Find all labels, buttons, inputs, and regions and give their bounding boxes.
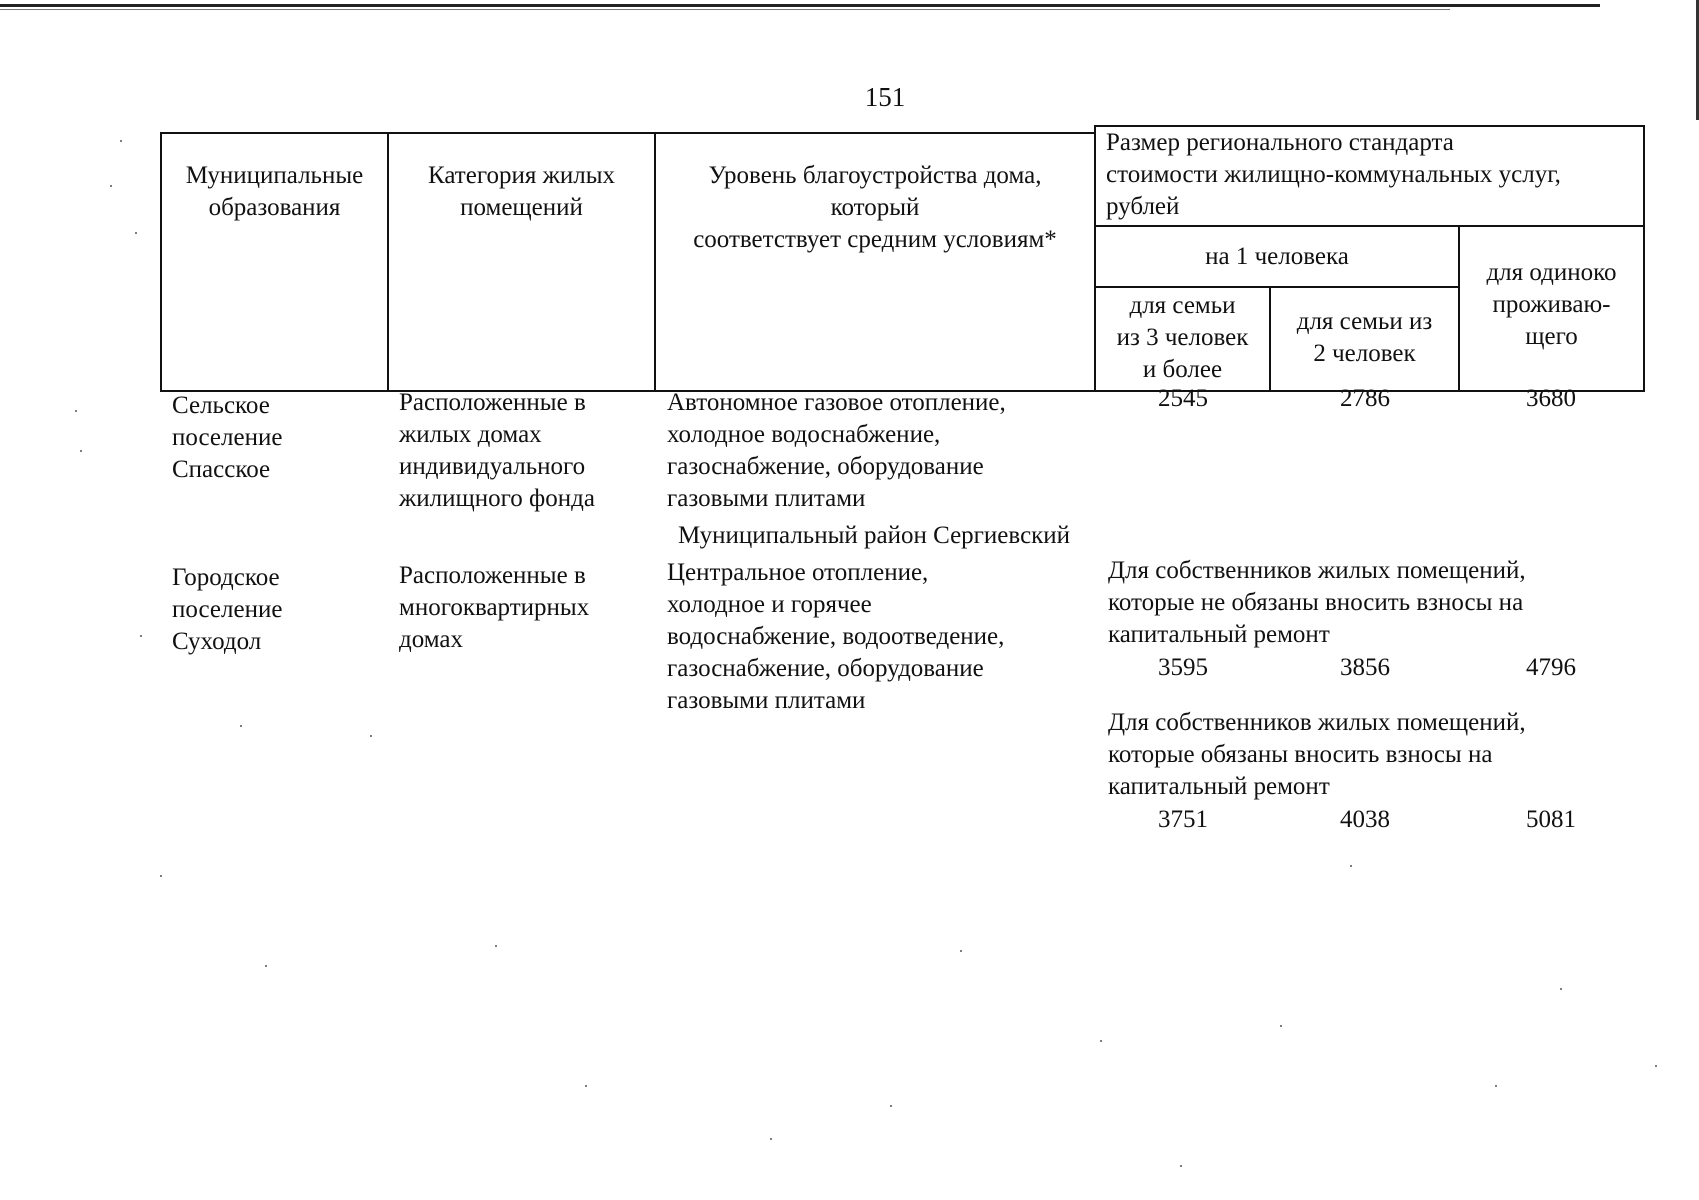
- header-cell-single: [1458, 225, 1645, 392]
- row2-note-obliged: Для собственников жилых помещений, которые обязаны вносить взносы на капитальный ремонт: [1108, 709, 1526, 800]
- scan-speck: [110, 185, 112, 187]
- scan-speck: [495, 945, 497, 947]
- scan-speck: [1560, 988, 1562, 990]
- header-table: [160, 125, 1645, 387]
- scan-speck: [370, 735, 372, 737]
- header-cell-municipal: [160, 132, 389, 392]
- header-cell-level: [654, 132, 1096, 392]
- scan-speck: [1655, 1065, 1657, 1067]
- header-cell-family3: [1094, 286, 1271, 392]
- row2-b-family2-value: 4038: [1340, 806, 1390, 833]
- header-family2-line2: 2 человек: [1313, 340, 1416, 367]
- scan-border-line-thin: [0, 9, 1450, 10]
- header-level-line1: Уровень благоустройства дома,: [708, 162, 1042, 189]
- row2-b-family3-value: 3751: [1158, 806, 1208, 833]
- scan-speck: [890, 1105, 892, 1107]
- header-family3-line2: из 3 человек: [1116, 324, 1249, 351]
- row1-level: Автономное газовое отопление, холодное водоснабжение, газоснабжение, оборудование газовыми плитами: [667, 389, 1006, 512]
- header-single-line3: щего: [1525, 323, 1578, 350]
- header-standard-line1: Размер регионального стандарта: [1106, 129, 1454, 156]
- scan-speck: [75, 410, 77, 412]
- scan-speck: [240, 725, 242, 727]
- row1-family3-value: 2545: [1158, 385, 1208, 412]
- row1-family2-value: 2786: [1340, 385, 1390, 412]
- header-cell-per-person: [1094, 225, 1460, 288]
- row1-municipality: Сельское поселение Спасское: [172, 392, 283, 483]
- scan-speck: [770, 1138, 772, 1140]
- header-level-line2: который: [830, 194, 920, 221]
- row2-note-not-obliged: Для собственников жилых помещений, которые не обязаны вносить взносы на капитальный ремонт: [1108, 557, 1526, 648]
- row2-category: Расположенные в многоквартирных домах: [399, 562, 590, 653]
- scan-speck: [585, 1085, 587, 1087]
- scan-speck: [160, 875, 162, 877]
- district-title: Муниципальный район Сергиевский: [678, 522, 1071, 549]
- header-single-line2: проживаю-: [1492, 291, 1611, 318]
- scan-speck: [960, 950, 962, 952]
- header-standard-line3: рублей: [1106, 193, 1180, 220]
- header-family2-line1: для семьи из: [1296, 308, 1433, 335]
- scan-speck: [1280, 1025, 1282, 1027]
- scan-speck: [1180, 1165, 1182, 1167]
- row2-b-single-value: 5081: [1526, 806, 1576, 833]
- header-cell-family2: [1269, 286, 1460, 392]
- header-family3-line1: для семьи: [1129, 292, 1236, 319]
- header-category-label: Категория жилых помещений: [428, 162, 615, 221]
- page-number: 151: [864, 82, 906, 112]
- scan-speck: [80, 450, 82, 452]
- scan-speck: [1495, 1085, 1497, 1087]
- row2-level: Центральное отопление, холодное и горячее водоснабжение, водоотведение, газоснабжение, оборудование газовыми плитами: [667, 559, 1005, 714]
- scan-speck: [265, 965, 267, 967]
- row1-category: Расположенные в жилых домах индивидуального жилищного фонда: [399, 389, 595, 512]
- header-family3-line3: и более: [1142, 356, 1223, 383]
- header-level-line3: соответствует средним условиям*: [693, 226, 1057, 253]
- scan-speck: [1100, 1040, 1102, 1042]
- header-municipal-label: Муниципальные образования: [185, 162, 364, 221]
- row2-a-single-value: 4796: [1526, 654, 1576, 681]
- row2-municipality: Городское поселение Суходол: [172, 564, 283, 655]
- row2-a-family3-value: 3595: [1158, 654, 1208, 681]
- header-cell-standard: [1094, 125, 1645, 227]
- scan-border-line: [0, 4, 1600, 7]
- scan-speck: [120, 140, 122, 142]
- scan-speck: [135, 232, 137, 234]
- header-standard-line2: стоимости жилищно-коммунальных услуг,: [1106, 161, 1561, 188]
- row1-single-value: 3680: [1526, 385, 1576, 412]
- scan-speck: [140, 635, 142, 637]
- header-cell-category: [387, 132, 656, 392]
- header-single-line1: для одиноко: [1486, 259, 1617, 286]
- row2-a-family2-value: 3856: [1340, 654, 1390, 681]
- scan-speck: [1350, 865, 1352, 867]
- header-per-person-label: на 1 человека: [1205, 243, 1349, 270]
